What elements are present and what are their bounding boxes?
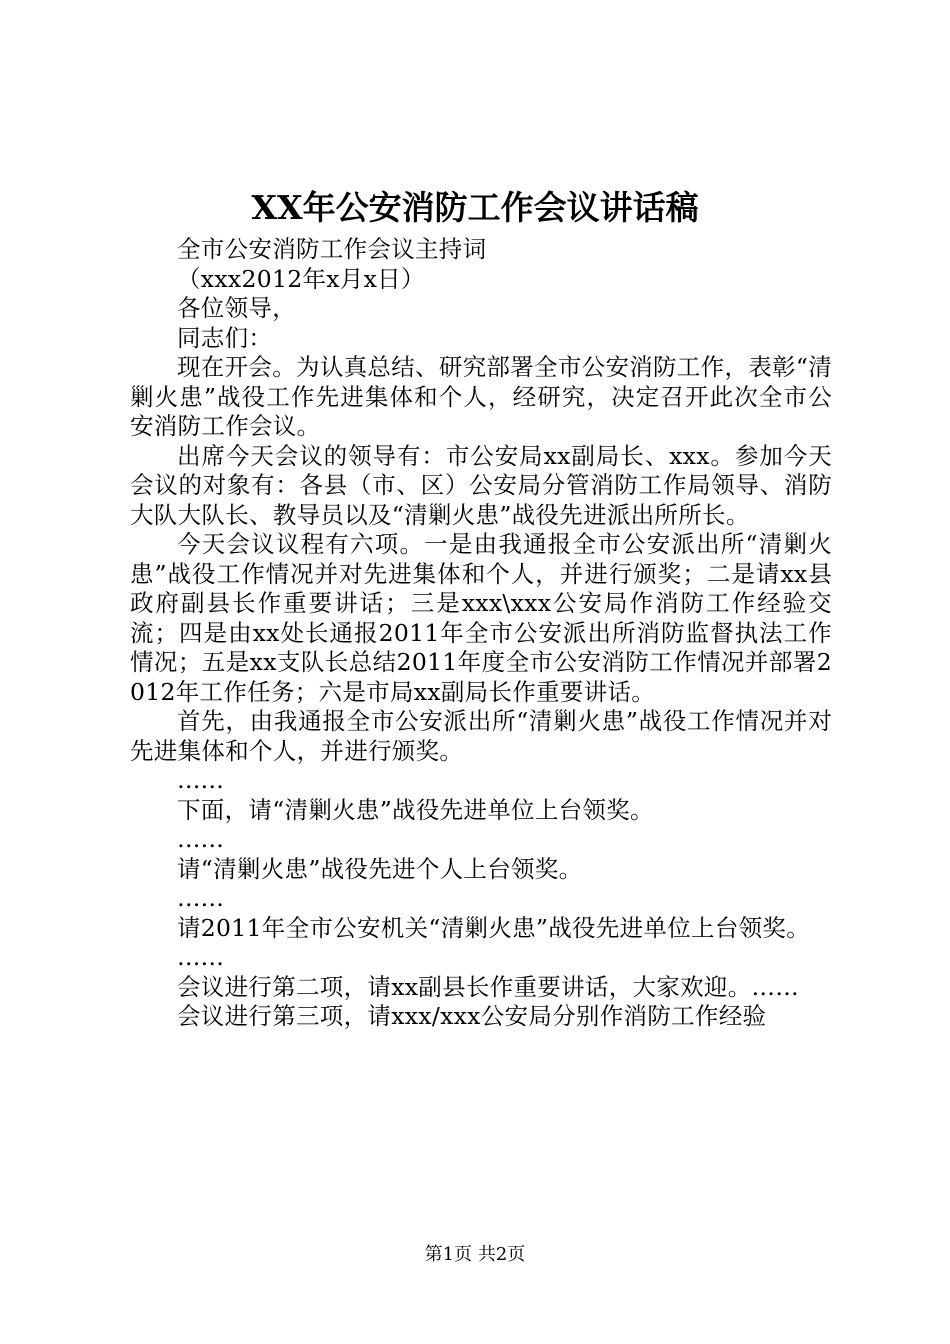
paragraph-award-individuals: 请“清剿火患”战役先进个人上台领奖。 — [177, 854, 583, 883]
ellipsis-line: …… — [177, 766, 224, 794]
page-footer: 第1页 共2页 — [424, 1244, 526, 1265]
document-title: XX年公安消防工作会议讲话稿 — [251, 188, 699, 227]
document-body — [130, 235, 832, 1032]
paragraph-salutation-comrades: 同志们： — [177, 323, 273, 352]
paragraph-date: （xxx2012年x月x日） — [177, 264, 425, 293]
paragraph-agenda: 今天会议议程有六项。一是由我通报全市公安派出所“清剿火患”战役工作情况并对先进集体和个人，并进行颁奖；二是请xx县政府副县长作重要讲话；三是xxx\xxx公安局作消防工作经验交流；四是由xx处长通报2011年全市公安派出所消防监督执法工作情况；五是xx支队长总结2011年度全市公安消防工作情况并部署2012年工作任务；六是市局xx副局长作重要讲话。 — [130, 530, 832, 706]
paragraph-attendees: 出席今天会议的领导有：市公安局xx副局长、xxx。参加今天会议的对象有：各县（市、区）公安局分管消防工作局领导、消防大队大队长、教导员以及“清剿火患”战役先进派出所所长。 — [130, 441, 832, 529]
ellipsis-line: …… — [177, 943, 224, 971]
paragraph-third-item: 会议进行第三项，请xxx/xxx公安局分别作消防工作经验 — [177, 1002, 767, 1030]
ellipsis-line: …… — [177, 884, 224, 912]
ellipsis-line: …… — [177, 825, 224, 853]
paragraph-opening: 现在开会。为认真总结、研究部署全市公安消防工作，表彰“清剿火患”战役工作先进集体和个人，经研究，决定召开此次全市公安消防工作会议。 — [130, 353, 832, 440]
paragraph-first-item: 首先，由我通报全市公安派出所“清剿火患”战役工作情况并对先进集体和个人，并进行颁奖。 — [130, 707, 832, 765]
paragraph-award-units: 下面，请“清剿火患”战役先进单位上台领奖。 — [177, 795, 654, 824]
paragraph-award-2011-units: 请2011年全市公安机关“清剿火患”战役先进单位上台领奖。 — [177, 913, 811, 942]
paragraph-host-heading: 全市公安消防工作会议主持词 — [177, 235, 487, 263]
paragraph-second-item: 会议进行第二项，请xx副县长作重要讲话，大家欢迎。…… — [177, 972, 800, 1001]
paragraph-salutation-leaders: 各位领导， — [177, 294, 296, 322]
